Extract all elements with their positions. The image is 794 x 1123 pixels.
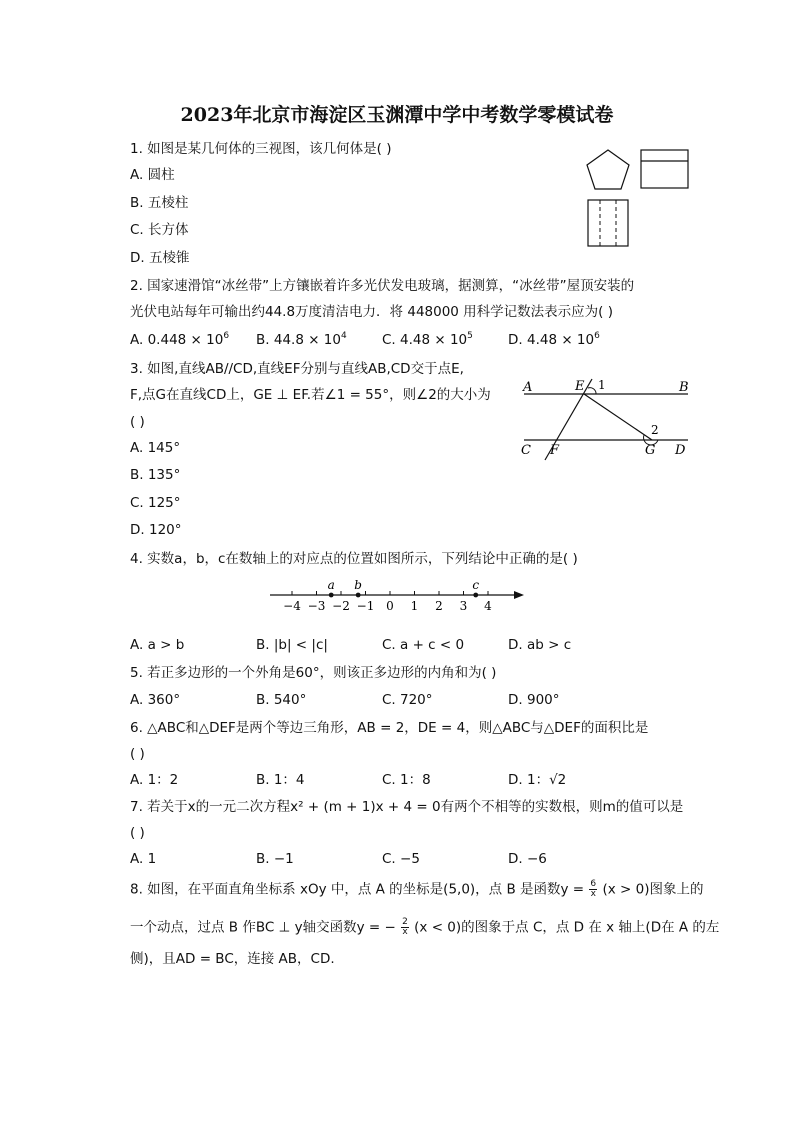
q2-option-b-exp: 4 (341, 331, 347, 341)
q5-option-a: A. 360° (130, 692, 181, 708)
q6-line-2: ( ) (130, 746, 145, 762)
q7-option-d: D. −6 (508, 851, 547, 867)
q6-option-c: C. 1：8 (382, 772, 431, 788)
q1-option-b: B. 五棱柱 (130, 195, 189, 211)
point-c (473, 593, 478, 598)
q2-option-a-exp: 6 (223, 331, 230, 341)
q2-option-d-label: D. (508, 332, 523, 348)
q8-line-1 (130, 880, 703, 899)
q4-option-c: C. a + c < 0 (382, 637, 465, 653)
q3-option-b: B. 135° (130, 467, 181, 483)
q3-line-1: 3. 如图,直线AB//CD,直线EF分别与直线AB,CD交于点E, (130, 361, 464, 377)
angle-1-arc (588, 388, 596, 394)
label-1: 1 (598, 378, 606, 392)
number-line-tick-label: 2 (435, 599, 443, 613)
number-line-tick-label: −4 (283, 599, 301, 613)
q2-option-c-base: 4.48 × 10 (400, 332, 468, 348)
q2-option-b-label: B. (256, 332, 270, 348)
q6-option-d: D. 1：√2 (508, 772, 567, 788)
q2-option-c (382, 331, 473, 349)
q8-line-1-text-a: 8. 如图，在平面直角坐标系 xOy 中，点 A 的坐标是(5,0)，点 B 是函数y = (130, 881, 585, 898)
q3-option-d: D. 120° (130, 522, 182, 538)
fraction-numerator: 6 (590, 879, 597, 889)
q8-line-2 (130, 918, 719, 937)
label-2: 2 (651, 423, 659, 437)
q7-option-b: B. −1 (256, 851, 294, 867)
q8-line-2-text-a: 一个动点，过点 B 作BC ⊥ y轴交函数y = − (130, 919, 396, 936)
q8-line-2-text-b: (x < 0)的图象于点 C，点 D 在 x 轴上(D在 A 的左 (414, 919, 720, 936)
fraction-denominator: x (402, 927, 408, 937)
q5-option-d: D. 900° (508, 692, 560, 708)
q1-option-d: D. 五棱锥 (130, 250, 190, 266)
fraction-numerator: 2 (402, 917, 408, 927)
q3-line-3: ( ) (130, 414, 145, 430)
point-a-label: a (327, 578, 335, 592)
q3-option-c: C. 125° (130, 495, 181, 511)
segment-ge (584, 394, 652, 440)
q2-option-a-base: 0.448 × 10 (147, 332, 224, 348)
q7-option-c: C. −5 (382, 851, 420, 867)
q6-option-a: A. 1：2 (130, 772, 179, 788)
q2-option-b-base: 44.8 × 10 (273, 332, 341, 348)
q1-stem: 1. 如图是某几何体的三视图，该几何体是( ) (130, 141, 392, 157)
number-line-tick-label: 4 (484, 599, 492, 613)
point-c-label: c (472, 578, 480, 592)
parallel-lines-figure (518, 374, 698, 464)
q7-line-2: ( ) (130, 825, 145, 841)
label-d: D (675, 443, 686, 458)
pentagon-top-view (587, 150, 629, 189)
q7-line-1: 7. 若关于x的一元二次方程x² + (m + 1)x + 4 = 0有两个不相等的实数根，则m的值可以是 (130, 799, 684, 815)
q4-option-a: A. a > b (130, 637, 185, 653)
q8-line-3: 侧)，且AD = BC，连接 AB，CD. (130, 951, 335, 967)
point-a (329, 593, 334, 598)
q2-option-a-label: A. (130, 332, 144, 348)
q1-option-a: A. 圆柱 (130, 167, 175, 183)
q2-line-1: 2. 国家速滑馆“冰丝带”上方镶嵌着许多光伏发电玻璃，据测算，“冰丝带”屋顶安装的 (130, 278, 635, 294)
q7-option-a: A. 1 (130, 851, 157, 867)
q4-option-b: B. |b| < |c| (256, 637, 328, 653)
q5-option-c: C. 720° (382, 692, 433, 708)
three-view-figure (584, 148, 694, 248)
q6-line-1: 6. △ABC和△DEF是两个等边三角形，AB = 2，DE = 4，则△ABC与△DEF的面积比是 (130, 720, 649, 736)
number-line-figure (266, 576, 536, 616)
label-b: B (679, 380, 689, 395)
q2-option-d (508, 331, 600, 349)
q1-option-c: C. 长方体 (130, 222, 189, 238)
point-b (356, 593, 361, 598)
label-f: F (550, 443, 560, 458)
number-line-tick-label: −3 (307, 599, 326, 613)
number-line-tick-label: 1 (410, 599, 419, 613)
label-a: A (523, 380, 533, 395)
q2-option-c-exp: 5 (467, 331, 473, 341)
fraction-denominator: x (590, 889, 596, 899)
side-view-rect (588, 200, 628, 246)
number-line-arrow (514, 591, 524, 599)
q5-stem: 5. 若正多边形的一个外角是60°，则该正多边形的内角和为( ) (130, 665, 497, 681)
q2-option-a (130, 331, 229, 349)
q4-option-d: D. ab > c (508, 637, 572, 653)
q3-option-a: A. 145° (130, 440, 181, 456)
q5-option-b: B. 540° (256, 692, 307, 708)
label-c: C (521, 443, 531, 458)
page-title: 2023年北京市海淀区玉渊潭中学中考数学零模试卷 (180, 104, 614, 126)
q6-option-b: B. 1：4 (256, 772, 305, 788)
fraction-2-over-x (401, 918, 409, 937)
point-b-label: b (354, 578, 362, 592)
q4-stem: 4. 实数a，b，c在数轴上的对应点的位置如图所示，下列结论中正确的是( ) (130, 551, 578, 567)
q2-option-d-base: 4.48 × 10 (526, 332, 595, 348)
label-g: G (645, 443, 656, 458)
label-e: E (575, 379, 585, 394)
q2-option-b (256, 331, 347, 349)
number-line-tick-label: 0 (386, 599, 394, 613)
q2-line-2: 光伏电站每年可输出约44.8万度清洁电力．将 448000 用科学记数法表示应为( ) (130, 304, 613, 320)
number-line-tick-label: 3 (459, 599, 468, 613)
fraction-6-over-x (589, 880, 597, 899)
q3-line-2: F,点G在直线CD上，GE ⊥ EF.若∠1 = 55°，则∠2的大小为 (130, 387, 491, 403)
q2-option-d-exp: 6 (594, 331, 600, 341)
q2-option-c-label: C. (382, 332, 396, 348)
q8-line-1-text-b: (x > 0)图象上的 (602, 881, 704, 898)
number-line-tick-label: −2 (332, 599, 350, 613)
front-view-rect (641, 150, 688, 188)
number-line-tick-label: −1 (356, 599, 375, 613)
